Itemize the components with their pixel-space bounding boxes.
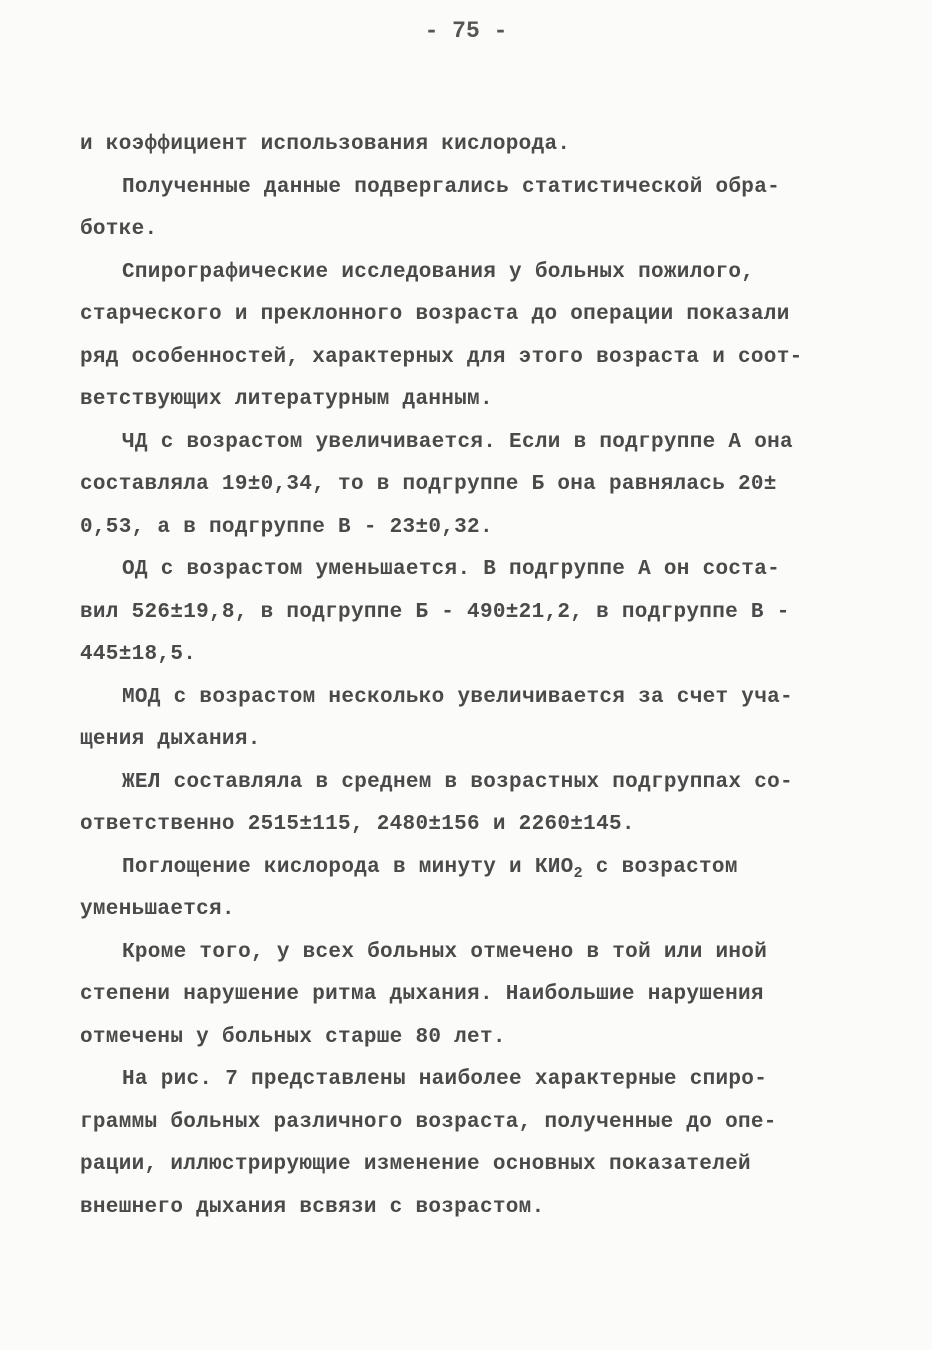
text-line: Полученные данные подвергались статистической обра- (122, 175, 781, 199)
text-line: 445±18,5. (80, 643, 197, 666)
text-line: ботке. (80, 218, 158, 241)
text-line: граммы больных различного возраста, полученные до опе- (80, 1110, 777, 1134)
text-line: ответственно 2515±115, 2480±156 и 2260±145. (80, 813, 635, 836)
text-line: внешнего дыхания всвязи с возрастом. (80, 1195, 545, 1219)
text-line: На рис. 7 представлены наиболее характерные спиро- (122, 1068, 768, 1091)
text-line (80, 847, 860, 890)
page-number: - 75 - (424, 18, 508, 44)
text-line: ЧД с возрастом увеличивается. Если в подгруппе А она (122, 430, 793, 454)
text-line: составляла 19±0,34, то в подгруппе Б она равнялась 20± (80, 473, 777, 496)
text-line: отмечены у больных старше 80 лет. (80, 1025, 506, 1049)
text-line: ряд особенностей, характерных для этого возраста и соот- (80, 345, 803, 369)
text-line: Спирографические исследования у больных пожилого, (122, 260, 755, 284)
text-line: МОД с возрастом несколько увеличивается за счет уча- (122, 685, 793, 709)
text-line: Кроме того, у всех больных отмечено в той или иной (122, 940, 768, 964)
text-fragment: с возрастом (582, 855, 738, 879)
text-line: рации, иллюстрирующие изменение основных показателей (80, 1153, 751, 1176)
text-line: уменьшается. (80, 898, 235, 921)
text-line: ЖЕЛ составляла в среднем в возрастных подгруппах со- (122, 770, 793, 794)
text-line: старческого и преклонного возраста до операции показали (80, 303, 790, 326)
text-line: степени нарушение ритма дыхания. Наибольшие нарушения (80, 983, 764, 1006)
text-fragment: Поглощение кислорода в минуту и КИО (122, 855, 574, 879)
text-line: и коэффициент использования кислорода. (80, 133, 571, 156)
text-line: вил 526±19,8, в подгруппе Б - 490±21,2, в подгруппе В - (80, 600, 790, 624)
subscript: 2 (573, 864, 583, 882)
text-line: ветствующих литературным данным. (80, 388, 493, 411)
body-text (80, 124, 860, 1229)
text-line: щения дыхания. (80, 728, 261, 751)
text-line: ОД с возрастом уменьшается. В подгруппе А он соста- (122, 558, 781, 581)
text-line: 0,53, а в подгруппе В - 23±0,32. (80, 515, 493, 539)
